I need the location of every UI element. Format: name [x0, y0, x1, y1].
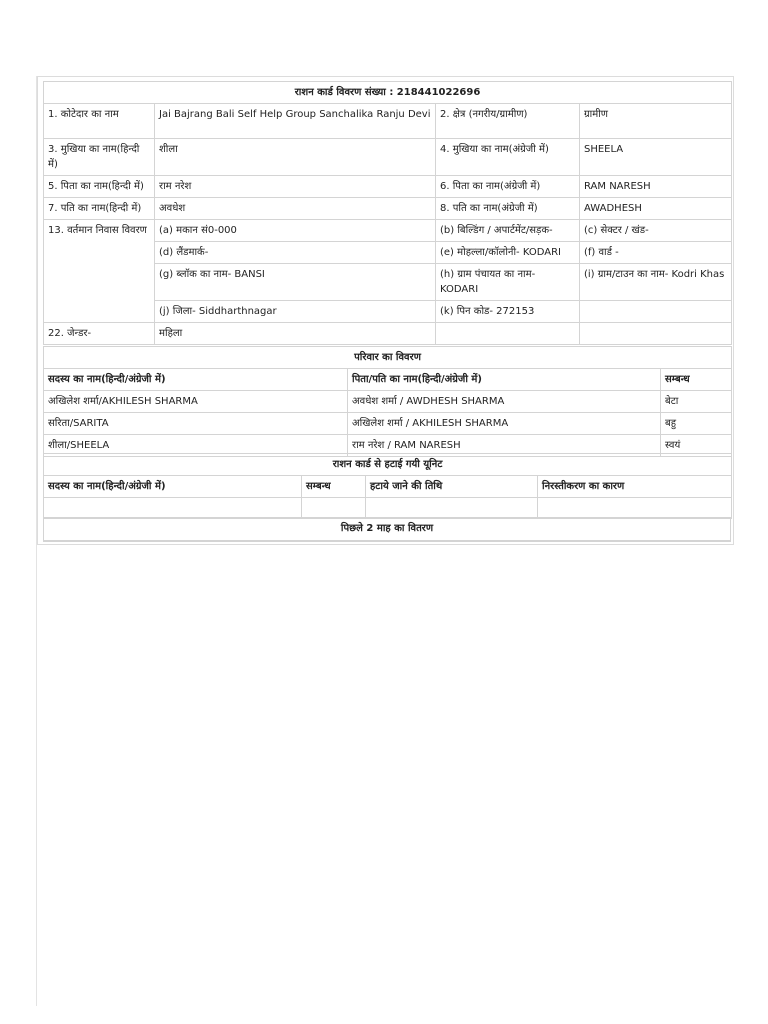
head-name-english-value: SHEELA: [580, 139, 732, 176]
table-row: [44, 413, 732, 435]
removed-header-date: हटाये जाने की तिथि: [366, 476, 538, 498]
father-name-english-value: RAM NARESH: [580, 176, 732, 198]
member-relation: स्वयं: [661, 435, 732, 457]
husband-name-hindi-value: अवधेश: [155, 198, 436, 220]
family-details-table: [43, 346, 732, 457]
family-details-title: परिवार का विवरण: [44, 347, 732, 369]
head-name-english-label: 4. मुखिया का नाम(अंग्रेजी में): [436, 139, 580, 176]
address-house-no: (a) मकान सं0-000: [155, 220, 436, 242]
area-type-value: ग्रामीण: [580, 104, 732, 139]
table-row: [44, 391, 732, 413]
member-father-husband: अवधेश शर्मा / AWDHESH SHARMA: [348, 391, 661, 413]
dealer-name-label: 1. कोटेदार का नाम: [44, 104, 155, 139]
address-ward: (f) वार्ड -: [580, 242, 732, 264]
removed-header-reason: निरस्तीकरण का कारण: [538, 476, 732, 498]
head-name-hindi-label: 3. मुखिया का नाम(हिन्दी में): [44, 139, 155, 176]
area-type-label: 2. क्षेत्र (नगरीय/ग्रामीण): [436, 104, 580, 139]
empty-cell: [580, 323, 732, 345]
father-name-hindi-label: 5. पिता का नाम(हिन्दी में): [44, 176, 155, 198]
husband-name-hindi-label: 7. पति का नाम(हिन्दी में): [44, 198, 155, 220]
member-relation: बेटा: [661, 391, 732, 413]
distribution-title: पिछले 2 माह का वितरण: [44, 518, 731, 541]
empty-cell: [302, 498, 366, 519]
distribution-table: [43, 517, 731, 541]
removed-units-title: राशन कार्ड से हटाई गयी यूनिट: [44, 454, 732, 476]
father-name-english-label: 6. पिता का नाम(अंग्रेजी में): [436, 176, 580, 198]
member-father-husband: अखिलेश शर्मा / AKHILESH SHARMA: [348, 413, 661, 435]
empty-cell: [366, 498, 538, 519]
empty-cell: [436, 323, 580, 345]
document-page: [36, 76, 734, 1006]
ration-card-details-table: [43, 81, 732, 345]
address-pincode: (k) पिन कोड- 272153: [436, 301, 580, 323]
father-name-hindi-value: राम नरेश: [155, 176, 436, 198]
gender-label: 22. जेन्डर-: [44, 323, 155, 345]
dealer-name-value: Jai Bajrang Bali Self Help Group Sanchalika Ranju Devi: [155, 104, 436, 139]
removed-header-relation: सम्बन्ध: [302, 476, 366, 498]
family-header-relation: सम्बन्ध: [661, 369, 732, 391]
address-label: 13. वर्तमान निवास विवरण: [44, 220, 155, 323]
member-relation: बहु: [661, 413, 732, 435]
family-header-father-husband: पिता/पति का नाम(हिन्दी/अंग्रेजी में): [348, 369, 661, 391]
empty-cell: [44, 498, 302, 519]
address-building: (b) बिल्डिंग / अपार्टमेंट/सड़क-: [436, 220, 580, 242]
table-row: [44, 498, 732, 519]
address-sector: (c) सेक्टर / खंड-: [580, 220, 732, 242]
empty-cell: [538, 498, 732, 519]
member-name: अखिलेश शर्मा/AKHILESH SHARMA: [44, 391, 348, 413]
address-village: (i) ग्राम/टाउन का नाम- Kodri Khas: [580, 264, 732, 301]
divider: [43, 541, 731, 542]
address-landmark: (d) लैंडमार्क-: [155, 242, 436, 264]
member-name: शीला/SHEELA: [44, 435, 348, 457]
address-district: (j) जिला- Siddharthnagar: [155, 301, 436, 323]
document-frame: [37, 76, 734, 545]
family-header-member: सदस्य का नाम(हिन्दी/अंग्रेजी में): [44, 369, 348, 391]
ration-card-title: राशन कार्ड विवरण संख्या : 218441022696: [44, 82, 732, 104]
address-locality: (e) मोहल्ला/कॉलोनी- KODARI: [436, 242, 580, 264]
address-gram-panchayat: (h) ग्राम पंचायत का नाम- KODARI: [436, 264, 580, 301]
address-empty-cell: [580, 301, 732, 323]
head-name-hindi-value: शीला: [155, 139, 436, 176]
member-father-husband: राम नरेश / RAM NARESH: [348, 435, 661, 457]
removed-header-member: सदस्य का नाम(हिन्दी/अंग्रेजी में): [44, 476, 302, 498]
husband-name-english-label: 8. पति का नाम(अंग्रेजी में): [436, 198, 580, 220]
gender-value: महिला: [155, 323, 436, 345]
address-block: (g) ब्लॉक का नाम- BANSI: [155, 264, 436, 301]
removed-units-table: [43, 453, 732, 519]
husband-name-english-value: AWADHESH: [580, 198, 732, 220]
member-name: सरिता/SARITA: [44, 413, 348, 435]
